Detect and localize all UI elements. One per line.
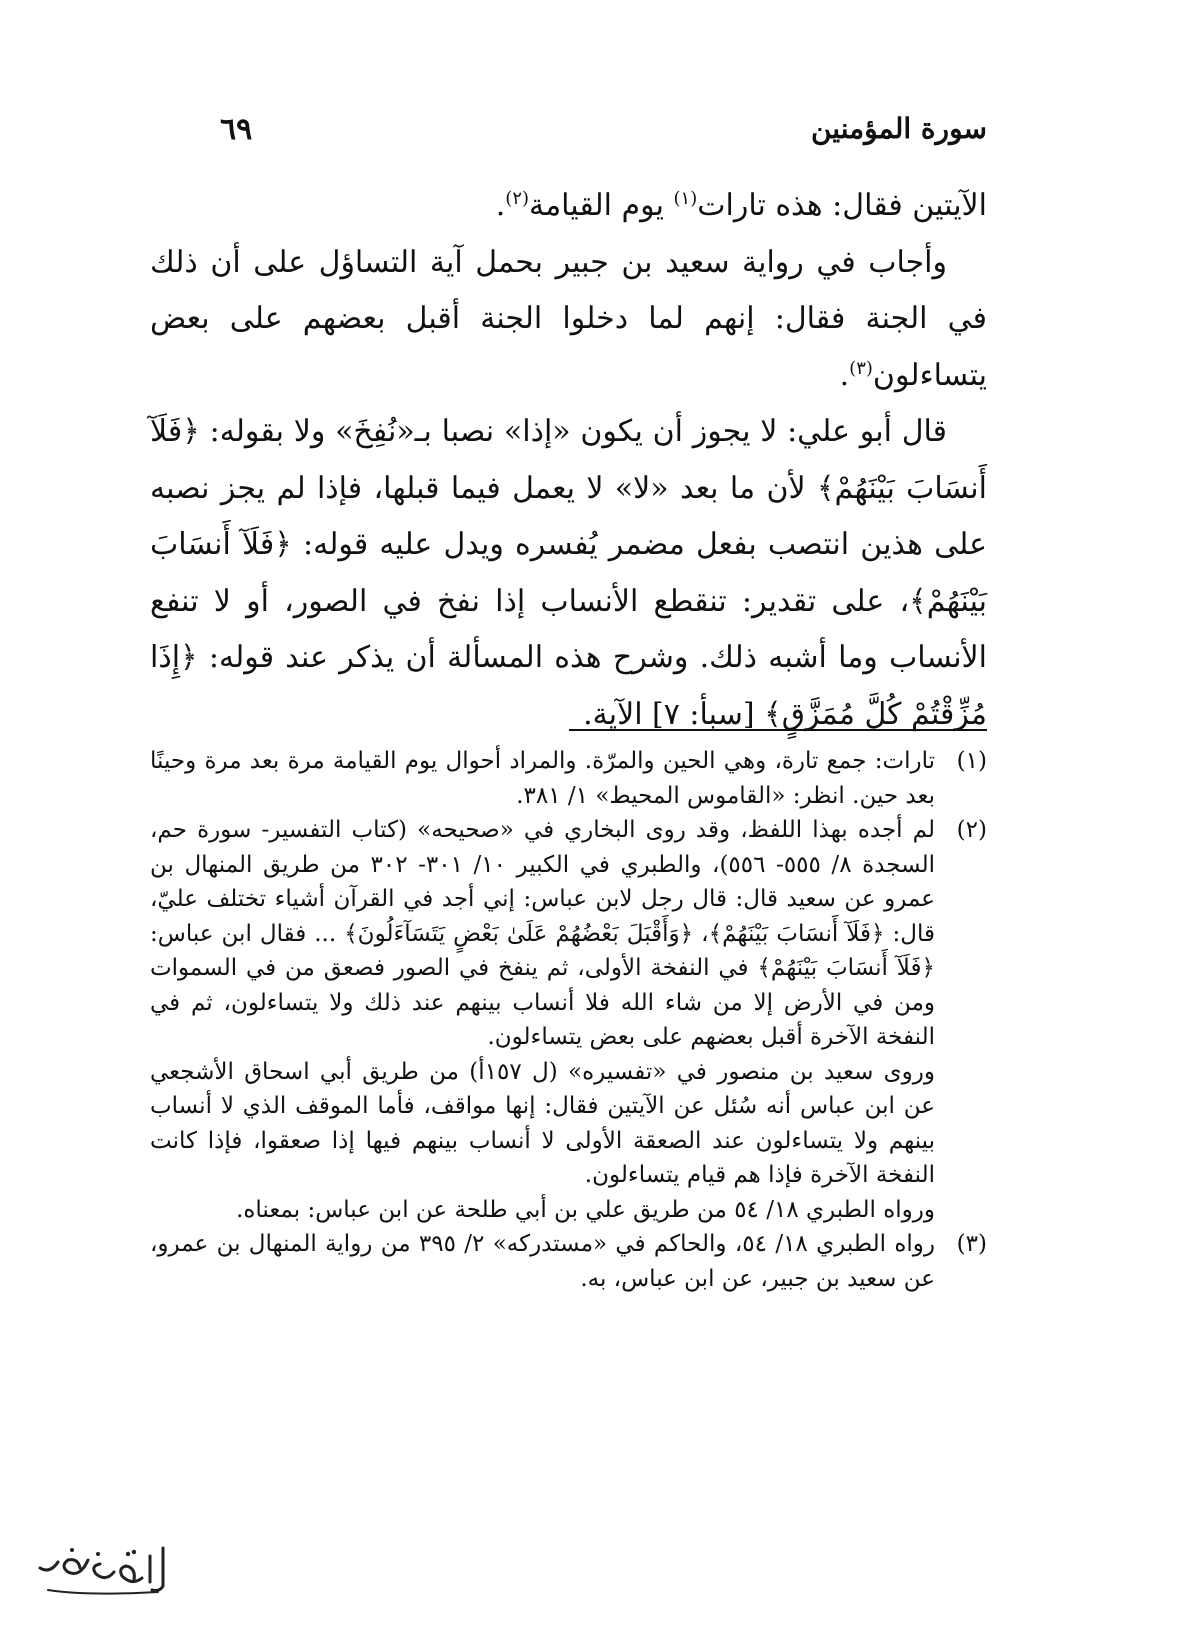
footnote-2-paragraph-2: وروى سعيد بن منصور في «تفسيره» (ل ١٥٧أ) من طريق أبي اسحاق الأشجعي عن ابن عباس أنه سُئل عن الآيتين فقال: إنها مواقف، فأما الموقف الذي لا أنساب بينهم ولا يتساءلون عند الصعقة الأولى لا أنساب بينهم فيها إذا صعقوا، فإذا كانت النفخة الآخرة فإذا هم قيام يتساءلون.	[150, 1058, 936, 1188]
footnote-3-text: رواه الطبري ١٨/ ٥٤، والحاكم في «مستدركه» ٢/ ٣٩٥ من رواية المنهال بن عمرو، عن سعيد بن جبير، عن ابن عباس، به.	[150, 1231, 935, 1292]
footnotes	[150, 744, 987, 1296]
p2-text-a: وأجاب في رواية سعيد بن جبير بحمل آية التساؤل على أن ذلك في الجنة فقال: إنهم لما دخلوا الجنة أقبل بعضهم على بعض يتساءلون	[150, 244, 987, 393]
footnote-3-number: (٣)	[956, 1231, 987, 1257]
footnote-1-text: تارات: جمع تارة، وهي الحين والمرّة. والمراد أحوال يوم القيامة مرة بعد مرة وحينًا بعد حين. انظر: «القاموس المحيط» ١/ ٣٨١.	[150, 748, 935, 809]
p3-text-a: قال أبو علي: لا يجوز أن يكون «إذا» نصبا بـ«نُفِخَ» ولا بقوله:	[199, 414, 947, 449]
footnote-separator	[569, 729, 987, 731]
fn2-text-d: في النفخة الأولى، ثم ينفخ في الصور فصعق من في السموات ومن في الأرض إلا من شاء الله فلا أنساب بينهم عند ذلك ولا يتساءلون، ثم في النفخة الآخرة أقبل بعضهم على بعض يتساءلون.	[150, 955, 935, 1050]
p3-text-c: ، على تقدير: تنقطع الأنساب إذا نفخ في الصور، أو لا تنفع الأنساب وما أشبه ذلك. وشرح هذه المسألة أن يذكر عند قوله:	[150, 583, 987, 675]
p3-text-d: [سبأ: ٧] الآية.	[583, 696, 765, 732]
fn2-text-a: لم أجده بهذا اللفظ، وقد روى البخاري في «صحيحه» (كتاب التفسير- سورة حم، السجدة ٨/ ٥٥٥- ٥٥٦)، والطبري في الكبير ١٠/ ٣٠١- ٣٠٢ من طريق المنهال بن عمرو عن سعيد قال: قال رجل لابن عباس: إني أجد في القرآن أشياء تختلف عليّ، قال:	[150, 817, 936, 947]
footnote-3	[150, 1227, 987, 1296]
fn2-text-c: ... فقال ابن عباس:	[150, 920, 345, 947]
fn2-quran-quote-2: ﴿وَأَقْبَلَ بَعْضُهُمْ عَلَىٰ بَعْضٍ يَتَسَآءَلُونَ﴾	[344, 920, 694, 947]
paragraph-1	[150, 178, 987, 235]
fn2-quran-quote-1: ﴿فَلَآ أَنسَابَ بَيْنَهُمْ﴾	[708, 920, 885, 947]
quran-quote-2: ﴿فَلَآ أَنسَابَ بَيْنَهُمْ﴾	[150, 527, 987, 619]
page-header	[200, 112, 987, 162]
footnote-1-number: (١)	[956, 748, 987, 774]
p1-text-c: .	[495, 188, 506, 223]
p2-text-b: .	[839, 357, 850, 393]
footnote-ref-3: (٣)	[849, 357, 873, 379]
footnote-ref-1: (١)	[673, 188, 698, 209]
footnote-1	[150, 744, 987, 813]
page-number: ٦٩	[220, 112, 253, 147]
footnote-2-number: (٢)	[956, 817, 987, 843]
footnote-2	[150, 813, 987, 1227]
p3-text-b: لأن ما بعد «لا» لا يعمل فيما قبلها، فإذا لم يجز نصبه على هذين انتصب بفعل مضمر يُفسره ويدل عليه قوله:	[150, 470, 987, 562]
quran-quote-1: ﴿فَلَآ أَنسَابَ بَيْنَهُمْ﴾	[150, 414, 987, 506]
p1-text-a: الآيتين فقال: هذه تارات	[697, 188, 987, 223]
publisher-logo-stamp	[28, 1538, 178, 1600]
fn2-quran-quote-3: ﴿فَلَآ أَنسَابَ بَيْنَهُمْ﴾	[757, 955, 935, 981]
p1-text-b: يوم القيامة	[529, 188, 674, 223]
paragraph-3	[150, 404, 987, 743]
fn2-text-b: ،	[693, 920, 709, 947]
footnote-2-paragraph-1	[150, 813, 935, 1055]
paragraph-2	[150, 235, 987, 405]
surah-title: سورة المؤمنين	[810, 112, 987, 145]
footnote-2-paragraph-3: ورواه الطبري ١٨/ ٥٤ من طريق علي بن أبي طلحة عن ابن عباس: بمعناه.	[236, 1196, 935, 1223]
footnote-ref-2: (٢)	[505, 188, 530, 209]
quran-quote-3: ﴿إِذَا مُزِّقْتُمْ كُلَّ مُمَزَّقٍ﴾	[150, 640, 987, 732]
main-text	[150, 178, 987, 743]
